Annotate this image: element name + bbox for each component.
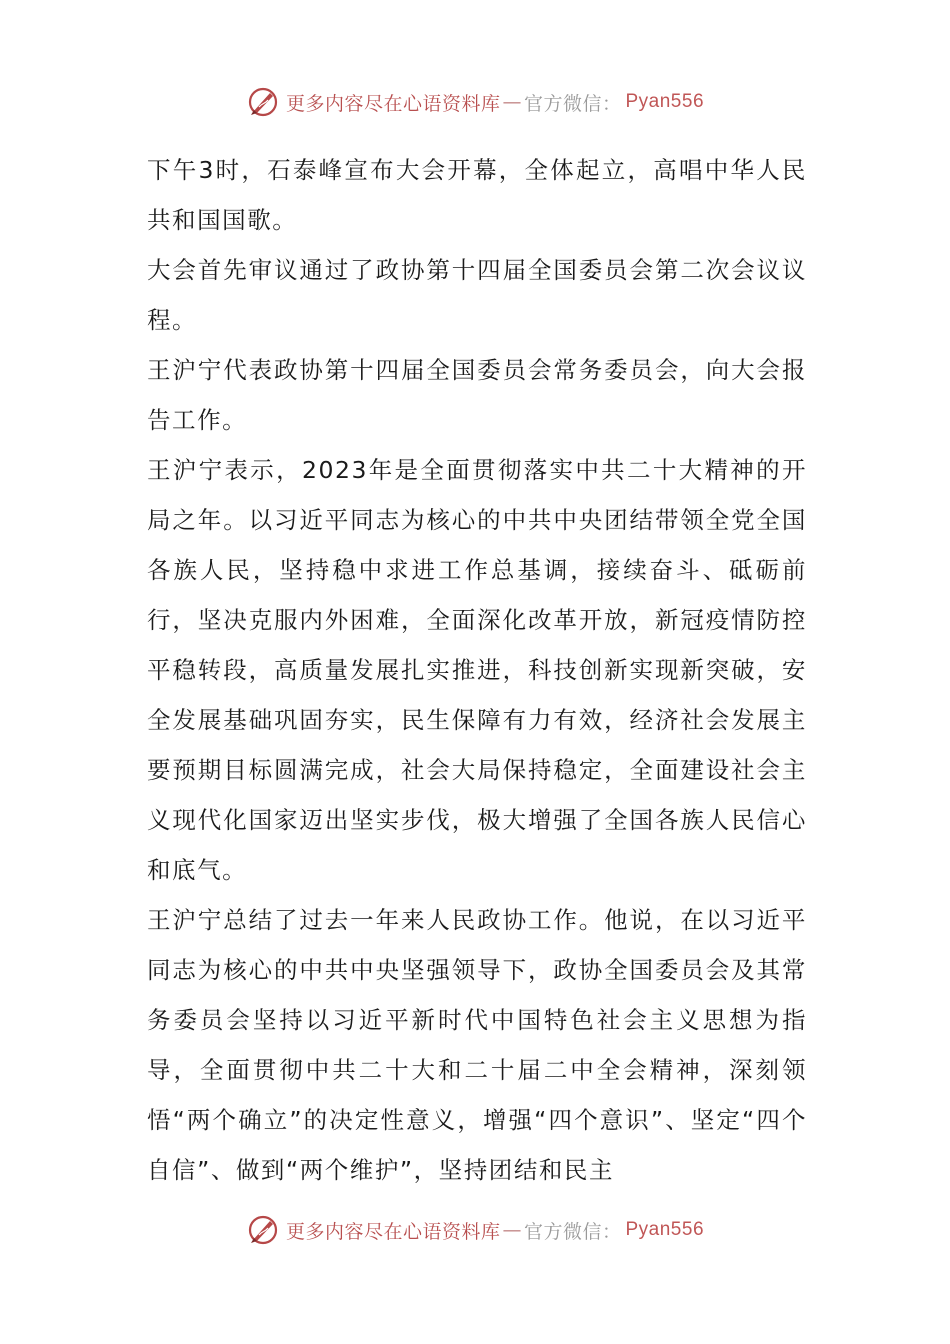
watermark-wechat-id: Pyan556 [625, 1219, 705, 1240]
watermark-brand-text: 更多内容尽在心语资料库 [285, 92, 501, 115]
header-watermark [0, 82, 950, 122]
paragraph-cppcc-summary: 王沪宁总结了过去一年来人民政协工作。他说，在以习近平同志为核心的中共中央坚强领导下，政协全国委员会及其常务委员会坚持以习近平新时代中国特色社会主义思想为指导，全面贯彻中共二十大和二十届二中全会精神，深刻领悟“两个确立”的决定性意义，增强“四个意识”、坚定“四个自信”、做到“两个维护”，坚持团结和民主 [147, 906, 807, 1184]
footer-watermark [0, 1210, 950, 1250]
watermark-official-label: 官方微信： [523, 92, 622, 115]
pen-logo-icon [246, 85, 280, 119]
paragraph-agenda: 大会首先审议通过了政协第十四届全国委员会第二次会议议程。 [147, 256, 807, 334]
pen-logo-icon [246, 1213, 280, 1247]
paragraph-2023-review: 王沪宁表示，2023年是全面贯彻落实中共二十大精神的开局之年。以习近平同志为核心的中共中央团结带领全党全国各族人民，坚持稳中求进工作总基调，接续奋斗、砥砺前行，坚决克服内外困难，全面深化改革开放，新冠疫情防控平稳转段，高质量发展扎实推进，科技创新实现新突破，安全发展基础巩固夯实，民生保障有力有效，经济社会发展主要预期目标圆满完成，社会大局保持稳定，全面建设社会主义现代化国家迈出坚实步伐，极大增强了全国各族人民信心和底气。 [147, 456, 807, 884]
watermark-separator: — [502, 91, 522, 113]
document-body [147, 145, 807, 1195]
paragraph-opening: 下午3时，石泰峰宣布大会开幕，全体起立，高唱中华人民共和国国歌。 [147, 156, 807, 234]
watermark-brand-text: 更多内容尽在心语资料库 [285, 1220, 501, 1243]
watermark-official-label: 官方微信： [523, 1220, 622, 1243]
watermark-wechat-id: Pyan556 [625, 91, 705, 112]
watermark-separator: — [502, 1219, 522, 1241]
paragraph-report: 王沪宁代表政协第十四届全国委员会常务委员会，向大会报告工作。 [147, 356, 807, 434]
